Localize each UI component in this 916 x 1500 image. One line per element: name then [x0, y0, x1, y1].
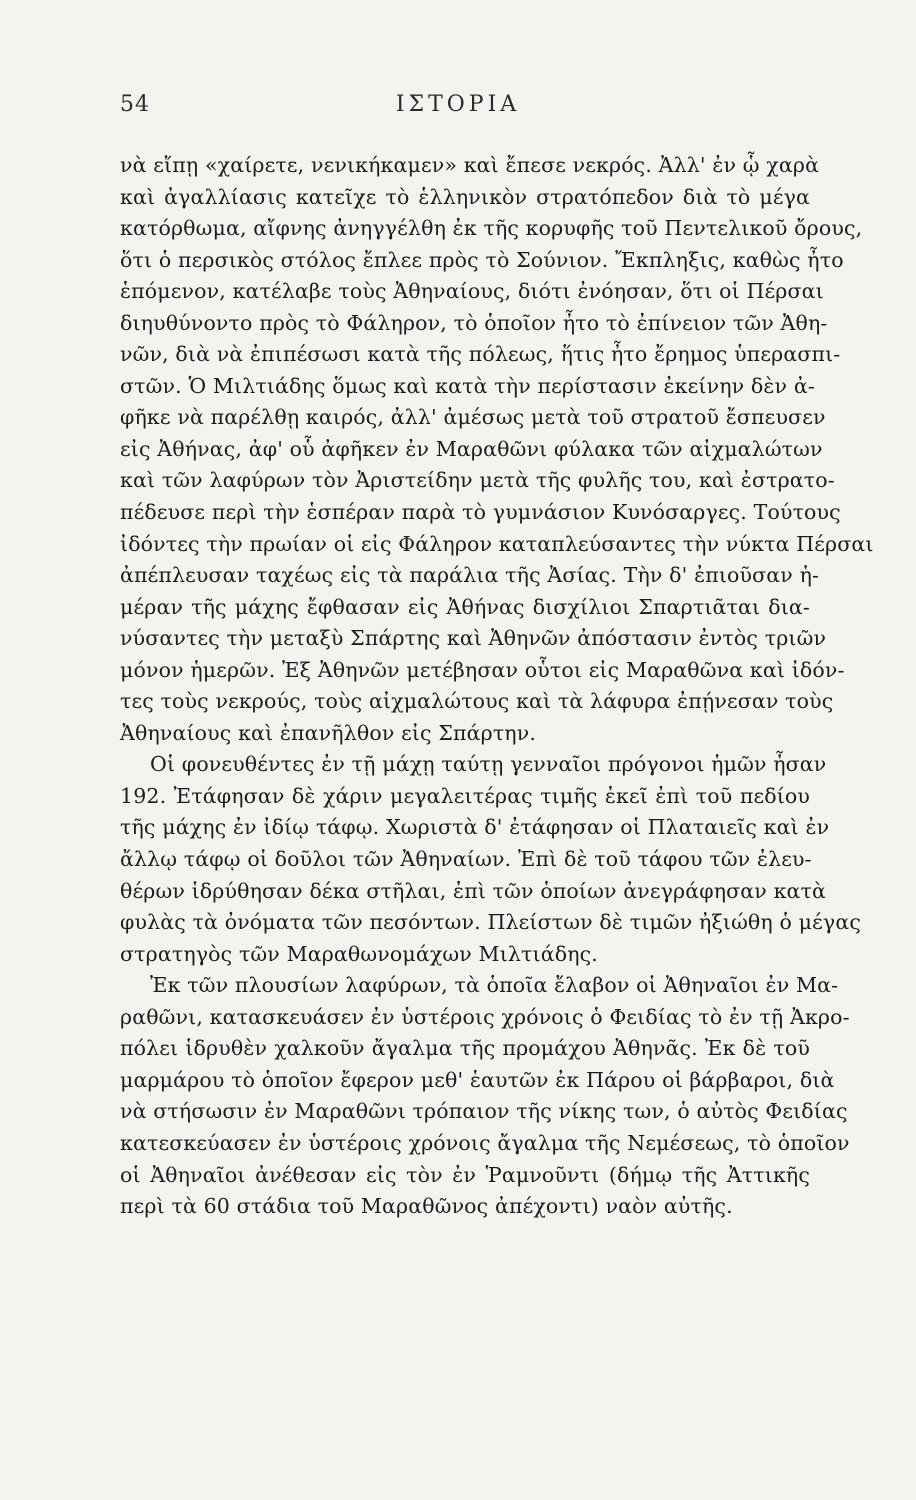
- text-line: οἱ Ἀθηναῖοι ἀνέθεσαν εἰς τὸν ἐν Ῥαμνοῦντι (δήμῳ τῆς Ἀττικῆς: [120, 1162, 810, 1187]
- text-line: Ἀθηναίους καὶ ἐπανῆλθον εἰς Σπάρτην.: [120, 720, 537, 745]
- text-line: μέραν τῆς μάχης ἔφθασαν εἰς Ἀθήνας δισχίλιοι Σπαρτιᾶται δια-: [120, 594, 810, 619]
- text-line: στῶν. Ὁ Μιλτιάδης ὅμως καὶ κατὰ τὴν περίστασιν ἐκείνην δὲν ἀ-: [120, 373, 815, 398]
- text-line: κατεσκεύασεν ἐν ὑστέροις χρόνοις ἄγαλμα τῆς Νεμέσεως, τὸ ὁποῖον: [120, 1130, 850, 1155]
- body-text: [120, 150, 874, 1223]
- text-line: κατόρθωμα, αἴφνης ἀνηγγέλθη ἐκ τῆς κορυφῆς τοῦ Πεντελικοῦ ὄρους,: [120, 216, 863, 241]
- text-line: εἰς Ἀθήνας, ἀφ' οὗ ἀφῆκεν ἐν Μαραθῶνι φύλακα τῶν αἰχμαλώτων: [120, 436, 823, 461]
- text-line: τες τοὺς νεκρούς, τοὺς αἰχμαλώτους καὶ τὰ λάφυρα ἐπῄνεσαν τοὺς: [120, 689, 834, 714]
- text-line: πόλει ἱδρυθὲν χαλκοῦν ἄγαλμα τῆς προμάχου Ἀθηνᾶς. Ἐκ δὲ τοῦ: [120, 1036, 810, 1061]
- text-line: περὶ τὰ 60 στάδια τοῦ Μαραθῶνος ἀπέχοντι) ναὸν αὐτῆς.: [120, 1194, 733, 1219]
- text-line: νύσαντες τὴν μεταξὺ Σπάρτης καὶ Ἀθηνῶν ἀπόστασιν ἐντὸς τριῶν: [120, 626, 827, 651]
- text-line: ραθῶνι, κατασκευάσεν ἐν ὑστέροις χρόνοις ὁ Φειδίας τὸ ἐν τῇ Ἀκρο-: [120, 1004, 850, 1029]
- text-line: τῆς μάχης ἐν ἰδίῳ τάφῳ. Χωριστὰ δ' ἐτάφησαν οἱ Πλαταιεῖς καὶ ἐν: [120, 815, 830, 840]
- text-line: Ἐκ τῶν πλουσίων λαφύρων, τὰ ὁποῖα ἔλαβον οἱ Ἀθηναῖοι ἐν Μα-: [150, 973, 839, 998]
- text-line: πέδευσε περὶ τὴν ἑσπέραν παρὰ τὸ γυμνάσιον Κυνόσαργες. Τούτους: [120, 500, 841, 525]
- text-line: μόνον ἡμερῶν. Ἐξ Ἀθηνῶν μετέβησαν οὗτοι εἰς Μαραθῶνα καὶ ἰδόν-: [120, 657, 845, 682]
- text-line: στρατηγὸς τῶν Μαραθωνομάχων Μιλτιάδης.: [120, 941, 598, 966]
- running-title: ΙΣΤΟΡΙΑ: [395, 92, 521, 117]
- page-number: 54: [120, 92, 150, 117]
- text-line: ἰδόντες τὴν πρωίαν οἱ εἰς Φάληρον καταπλεύσαντες τὴν νύκτα Πέρσαι: [120, 531, 874, 556]
- text-line: Οἱ φονευθέντες ἐν τῇ μάχῃ ταύτῃ γενναῖοι πρόγονοι ἡμῶν ἦσαν: [150, 752, 827, 777]
- text-line: φυλὰς τὰ ὀνόματα τῶν πεσόντων. Πλείστων δὲ τιμῶν ἠξιώθη ὁ μέγας: [120, 910, 861, 935]
- text-line: νὰ εἴπῃ «χαίρετε, νενικήκαμεν» καὶ ἔπεσε νεκρός. Ἀλλ' ἐν ᾧ χαρὰ: [120, 153, 820, 177]
- text-line: 192. Ἐτάφησαν δὲ χάριν μεγαλειτέρας τιμῆς ἐκεῖ ἐπὶ τοῦ πεδίου: [120, 783, 810, 808]
- text-line: ἑπόμενον, κατέλαβε τοὺς Ἀθηναίους, διότι ἐνόησαν, ὅτι οἱ Πέρσαι: [120, 279, 824, 304]
- text-line: καὶ τῶν λαφύρων τὸν Ἀριστείδην μετὰ τῆς φυλῆς του, καὶ ἐστρατο-: [120, 468, 835, 493]
- text-line: μαρμάρου τὸ ὁποῖον ἔφερον μεθ' ἑαυτῶν ἐκ Πάρου οἱ βάρβαροι, διὰ: [120, 1067, 835, 1092]
- text-line: ὅτι ὁ περσικὸς στόλος ἔπλεε πρὸς τὸ Σούνιον. Ἔκπληξις, καθὼς ἦτο: [120, 247, 844, 272]
- text-line: ἀπέπλευσαν ταχέως εἰς τὰ παράλια τῆς Ἀσίας. Τὴν δ' ἐπιοῦσαν ἡ-: [120, 563, 820, 588]
- text-line: νὰ στήσωσιν ἐν Μαραθῶνι τρόπαιον τῆς νίκης των, ὁ αὐτὸς Φειδίας: [120, 1099, 848, 1124]
- text-line: ἄλλῳ τάφῳ οἱ δοῦλοι τῶν Ἀθηναίων. Ἐπὶ δὲ τοῦ τάφου τῶν ἐλευ-: [120, 847, 812, 872]
- text-line: φῆκε νὰ παρέλθῃ καιρός, ἀλλ' ἀμέσως μετὰ τοῦ στρατοῦ ἔσπευσεν: [120, 405, 826, 430]
- text-line: νῶν, διὰ νὰ ἐπιπέσωσι κατὰ τῆς πόλεως, ἥτις ἦτο ἔρημος ὑπερασπι-: [120, 342, 841, 367]
- text-line: θέρων ἱδρύθησαν δέκα στῆλαι, ἐπὶ τῶν ὁποίων ἀνεγράφησαν κατὰ: [120, 878, 827, 903]
- text-line: διηυθύνοντο πρὸς τὸ Φάληρον, τὸ ὁποῖον ἦτο τὸ ἐπίνειον τῶν Ἀθη-: [120, 310, 828, 335]
- text-line: καὶ ἀγαλλίασις κατεῖχε τὸ ἑλληνικὸν στρατόπεδον διὰ τὸ μέγα: [120, 184, 810, 209]
